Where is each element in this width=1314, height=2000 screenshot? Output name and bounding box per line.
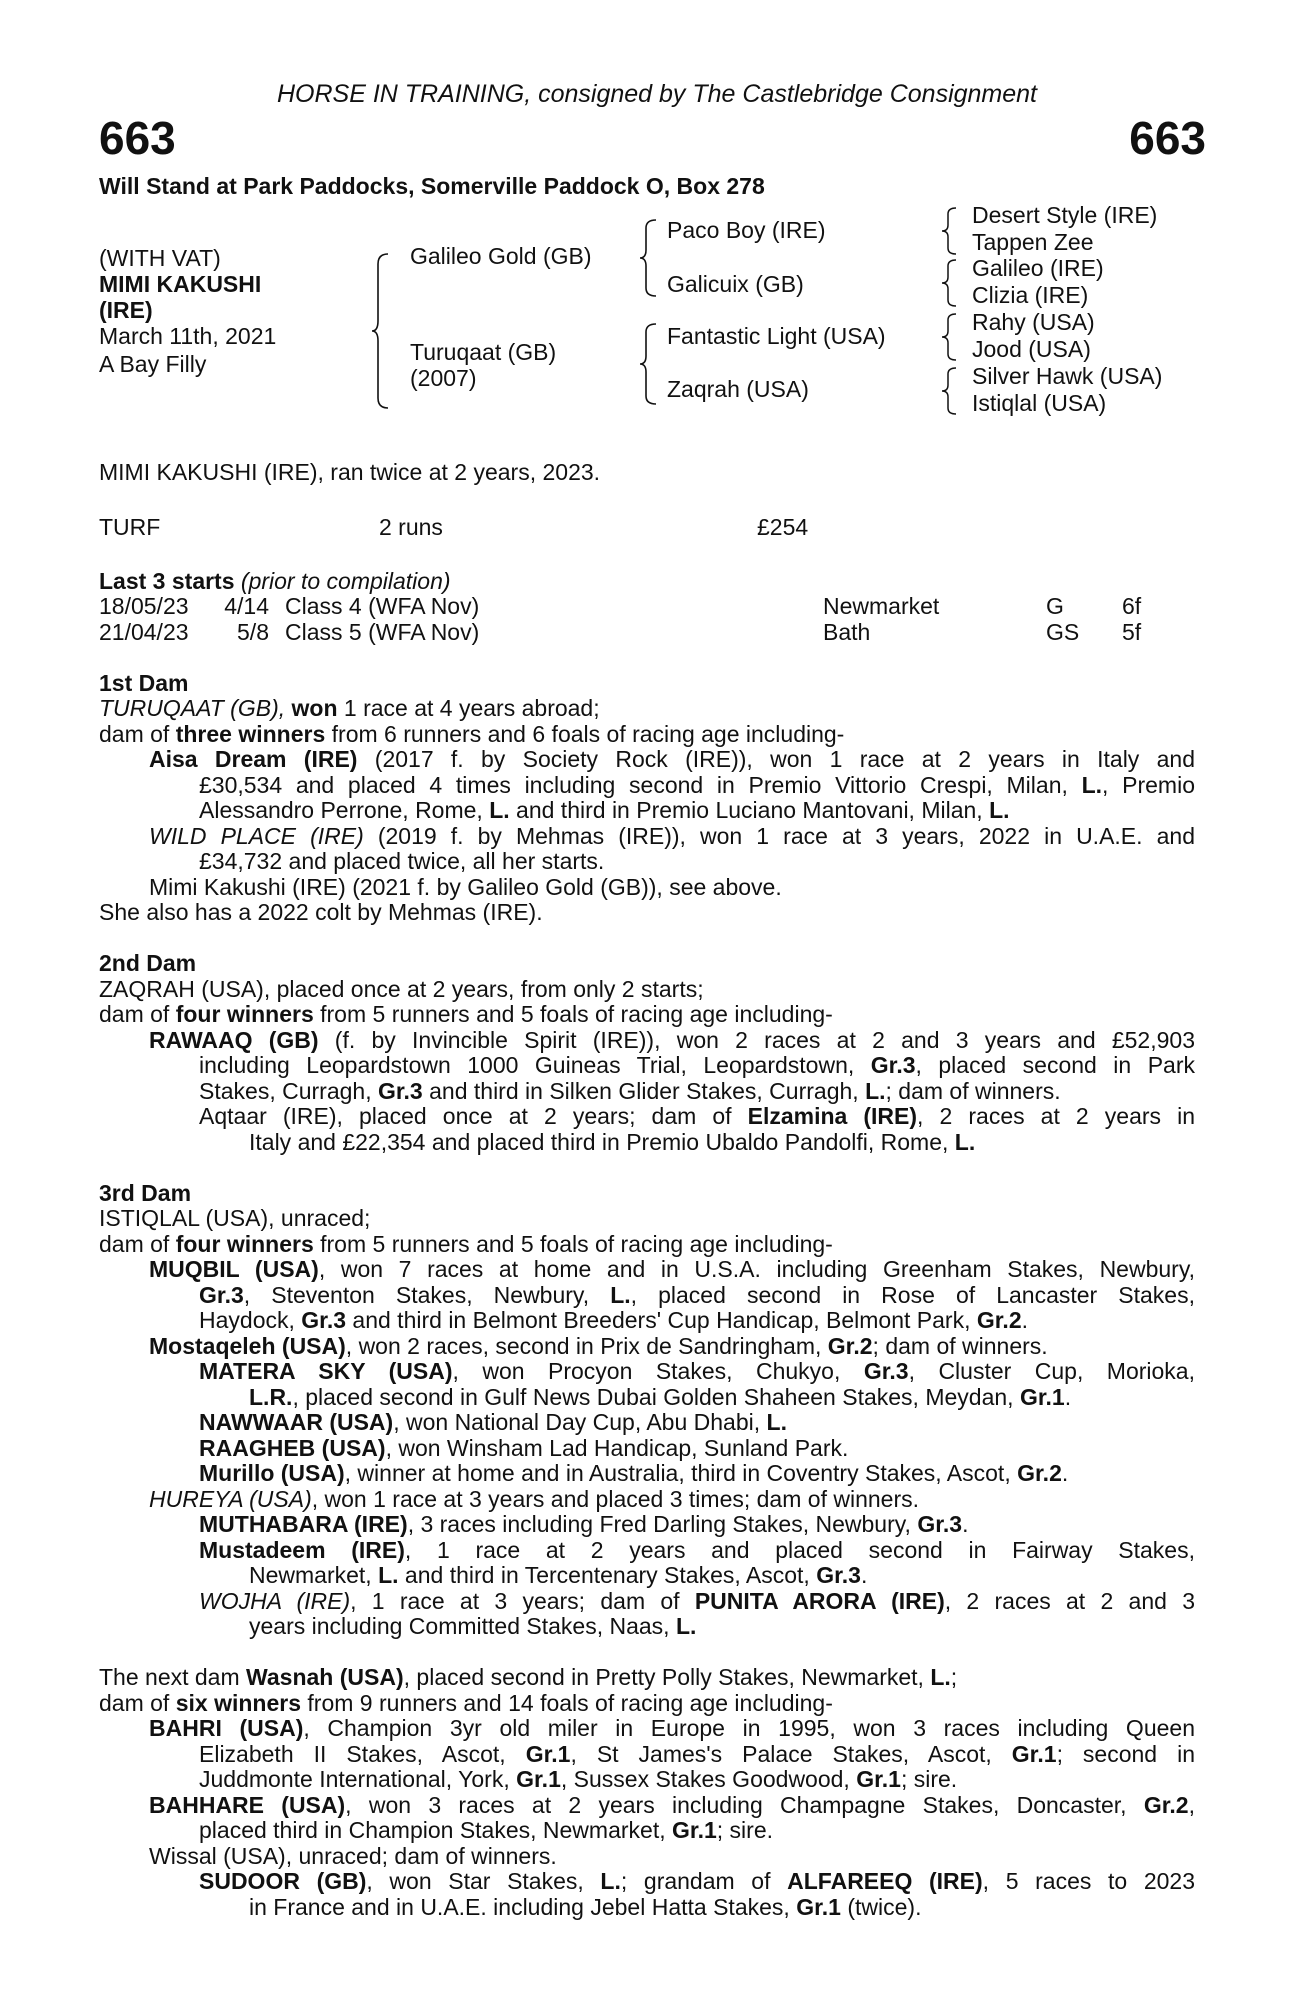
gen3-brace-1 (940, 206, 960, 256)
stand-location: Will Stand at Park Paddocks, Somerville Paddock O, Box 278 (99, 173, 765, 199)
pedigree-sdd: Clizia (IRE) (972, 282, 1089, 308)
racing-record (99, 515, 1195, 541)
foaling-date: March 11th, 2021 (99, 323, 277, 349)
third-dam-line: years including Committed Stakes, Naas, L. (249, 1613, 697, 1639)
next-dam-line: Wissal (USA), unraced; dam of winners. (149, 1842, 557, 1869)
first-dam-line: £34,732 and placed twice, all her starts. (199, 848, 605, 874)
third-dam-line: Newmarket, L. and third in Tercentenary Stakes, Ascot, Gr.3. (249, 1562, 868, 1588)
first-dam-line: Alessandro Perrone, Rome, L. and third in Premio Luciano Mantovani, Milan, L. (199, 797, 1010, 823)
next-dam-line: SUDOOR (GB), won Star Stakes, L.; grandam of ALFAREEQ (IRE), 5 races to 2023 (199, 1868, 1195, 1894)
race-row: 21/04/23 5/8 Class 5 (WFA Nov) Bath GS 5f (99, 618, 1142, 645)
third-dam-line: Murillo (USA), winner at home and in Australia, third in Coventry Stakes, Ascot, Gr.2. (199, 1460, 1069, 1486)
third-dam-line: HUREYA (USA), won 1 race at 3 years and placed 3 times; dam of winners. (149, 1485, 919, 1512)
second-dam-line: Stakes, Curragh, Gr.3 and third in Silken Glider Stakes, Curragh, L.; dam of winners. (199, 1077, 1061, 1104)
last-starts-table (99, 594, 1195, 645)
third-dam-line: ISTIQLAL (USA), unraced; (99, 1205, 371, 1231)
second-dam-line: dam of four winners from 5 runners and 5 foals of racing age including- (99, 1001, 833, 1027)
pedigree-dam-dam: Zaqrah (USA) (667, 376, 809, 402)
second-dam-line: ZAQRAH (USA), placed once at 2 years, from only 2 starts; (99, 975, 704, 1002)
third-dam-line: dam of four winners from 5 runners and 5 foals of racing age including- (99, 1230, 833, 1257)
third-dam-line: Gr.3, Steventon Stakes, Newbury, L., placed second in Rose of Lancaster Stakes, (199, 1281, 1195, 1308)
pedigree-dam: Turuqaat (GB) (410, 339, 557, 365)
sire-parents-brace (638, 218, 660, 298)
vat-label: (WITH VAT) (99, 245, 221, 271)
third-dam-line: MATERA SKY (USA), won Procyon Stakes, Chukyo, Gr.3, Cluster Cup, Morioka, (199, 1358, 1195, 1384)
pedigree-sds: Galileo (IRE) (972, 255, 1104, 281)
racing-summary: MIMI KAKUSHI (IRE), ran twice at 2 years, 2023. (99, 459, 601, 485)
second-dam-heading: 2nd Dam (99, 950, 197, 976)
gen3-brace-4 (940, 366, 960, 416)
pedigree-sire: Galileo Gold (GB) (410, 243, 592, 269)
lot-number-right: 663 (1129, 112, 1206, 164)
next-dam-line: BAHRI (USA), Champion 3yr old miler in Europe in 1995, won 3 races including Queen (149, 1715, 1195, 1741)
dam-parents-brace (638, 322, 660, 406)
first-dam-line: She also has a 2022 colt by Mehmas (IRE). (99, 899, 543, 925)
next-dam-line: BAHHARE (USA), won 3 races at 2 years including Champagne Stakes, Doncaster, Gr.2, (149, 1791, 1195, 1818)
third-dam-line: WOJHA (IRE), 1 race at 3 years; dam of PUNITA ARORA (IRE), 2 races at 2 and 3 (199, 1587, 1195, 1614)
next-dam-line: The next dam Wasnah (USA), placed second in Pretty Polly Stakes, Newmarket, L.; (99, 1664, 958, 1690)
pedigree-dam-sire: Fantastic Light (USA) (667, 323, 886, 349)
third-dam-line: NAWWAAR (USA), won National Day Cup, Abu Dhabi, L. (199, 1409, 787, 1435)
pedigree-dsd: Jood (USA) (972, 336, 1091, 362)
pedigree-dam-year: (2007) (410, 365, 477, 391)
third-dam-line: Mostaqeleh (USA), won 2 races, second in Prix de Sandringham, Gr.2; dam of winners. (149, 1332, 1048, 1359)
next-dam-line: dam of six winners from 9 runners and 14 foals of racing age including- (99, 1689, 833, 1716)
next-dam-line: Juddmonte International, York, Gr.1, Sussex Stakes Goodwood, Gr.1; sire. (199, 1766, 958, 1792)
pedigree-dds: Silver Hawk (USA) (972, 363, 1163, 389)
catalogue-body (99, 460, 1195, 1920)
pedigree-sire-sire: Paco Boy (IRE) (667, 217, 826, 243)
first-dam-line: dam of three winners from 6 runners and 6 foals of racing age including- (99, 720, 845, 747)
record-surface: TURF (99, 514, 161, 540)
race-row: 18/05/23 4/14 Class 4 (WFA Nov) Newmarket G 6f (99, 593, 1142, 619)
horse-name: MIMI KAKUSHI (99, 271, 262, 297)
second-dam-line: Aqtaar (IRE), placed once at 2 years; dam of Elzamina (IRE), 2 races at 2 years in (199, 1103, 1195, 1129)
first-dam-line: TURUQAAT (GB), won 1 race at 4 years abroad; (99, 695, 600, 721)
next-dam-line: in France and in U.A.E. including Jebel Hatta Stakes, Gr.1 (twice). (249, 1893, 922, 1920)
first-dam-line: Mimi Kakushi (IRE) (2021 f. by Galileo Gold (GB)), see above. (149, 873, 782, 900)
third-dam-line: RAAGHEB (USA), won Winsham Lad Handicap, Sunland Park. (199, 1434, 849, 1461)
first-dam-line: £30,534 and placed 4 times including second in Premio Vittorio Crespi, Milan, L., Premio (199, 771, 1195, 798)
next-dam-line: placed third in Champion Stakes, Newmarket, Gr.1; sire. (199, 1817, 773, 1843)
next-dam-line: Elizabeth II Stakes, Ascot, Gr.1, St James's Palace Stakes, Ascot, Gr.1; second in (199, 1740, 1195, 1767)
lot-number-left: 663 (99, 112, 176, 164)
second-dam-line: including Leopardstown 1000 Guineas Trial, Leopardstown, Gr.3, placed second in Park (199, 1052, 1195, 1078)
first-dam-line: Aisa Dream (IRE) (2017 f. by Society Rock (IRE)), won 1 race at 2 years in Italy and (149, 746, 1195, 772)
first-dam-heading: 1st Dam (99, 669, 189, 696)
sire-dam-brace (370, 252, 392, 410)
third-dam-line: MUQBIL (USA), won 7 races at home and in U.S.A. including Greenham Stakes, Newbury, (149, 1256, 1195, 1282)
horse-suffix: (IRE) (99, 297, 153, 323)
third-dam-line: MUTHABARA (IRE), 3 races including Fred Darling Stakes, Newbury, Gr.3. (199, 1511, 969, 1537)
catalogue-header: HORSE IN TRAINING, consigned by The Castlebridge Consignment (276, 80, 1038, 108)
third-dam-line: L.R., placed second in Gulf News Dubai Golden Shaheen Stakes, Meydan, Gr.1. (249, 1383, 1072, 1410)
pedigree-dss: Rahy (USA) (972, 309, 1095, 335)
gen3-brace-3 (940, 312, 960, 362)
pedigree-sss: Desert Style (IRE) (972, 202, 1158, 228)
pedigree-ddd: Istiqlal (USA) (972, 390, 1107, 416)
pedigree-ssd: Tappen Zee (972, 229, 1094, 255)
third-dam-heading: 3rd Dam (99, 1179, 192, 1206)
third-dam-line: Haydock, Gr.3 and third in Belmont Breeders' Cup Handicap, Belmont Park, Gr.2. (199, 1307, 1029, 1333)
last-starts-heading: Last 3 starts (prior to compilation) (99, 567, 451, 594)
gen3-brace-2 (940, 258, 960, 308)
third-dam-line: Mustadeem (IRE), 1 race at 2 years and placed second in Fairway Stakes, (199, 1536, 1195, 1563)
pedigree-sire-dam: Galicuix (GB) (667, 271, 804, 297)
horse-description: A Bay Filly (99, 351, 207, 377)
record-earnings: £254 (757, 514, 809, 540)
second-dam-line: Italy and £22,354 and placed third in Premio Ubaldo Pandolfi, Rome, L. (249, 1128, 976, 1155)
record-runs: 2 runs (379, 514, 443, 540)
second-dam-line: RAWAAQ (GB) (f. by Invincible Spirit (IRE)), won 2 races at 2 and 3 years and £52,903 (149, 1026, 1195, 1053)
first-dam-line: WILD PLACE (IRE) (2019 f. by Mehmas (IRE)), won 1 race at 3 years, 2022 in U.A.E. and (149, 822, 1195, 849)
